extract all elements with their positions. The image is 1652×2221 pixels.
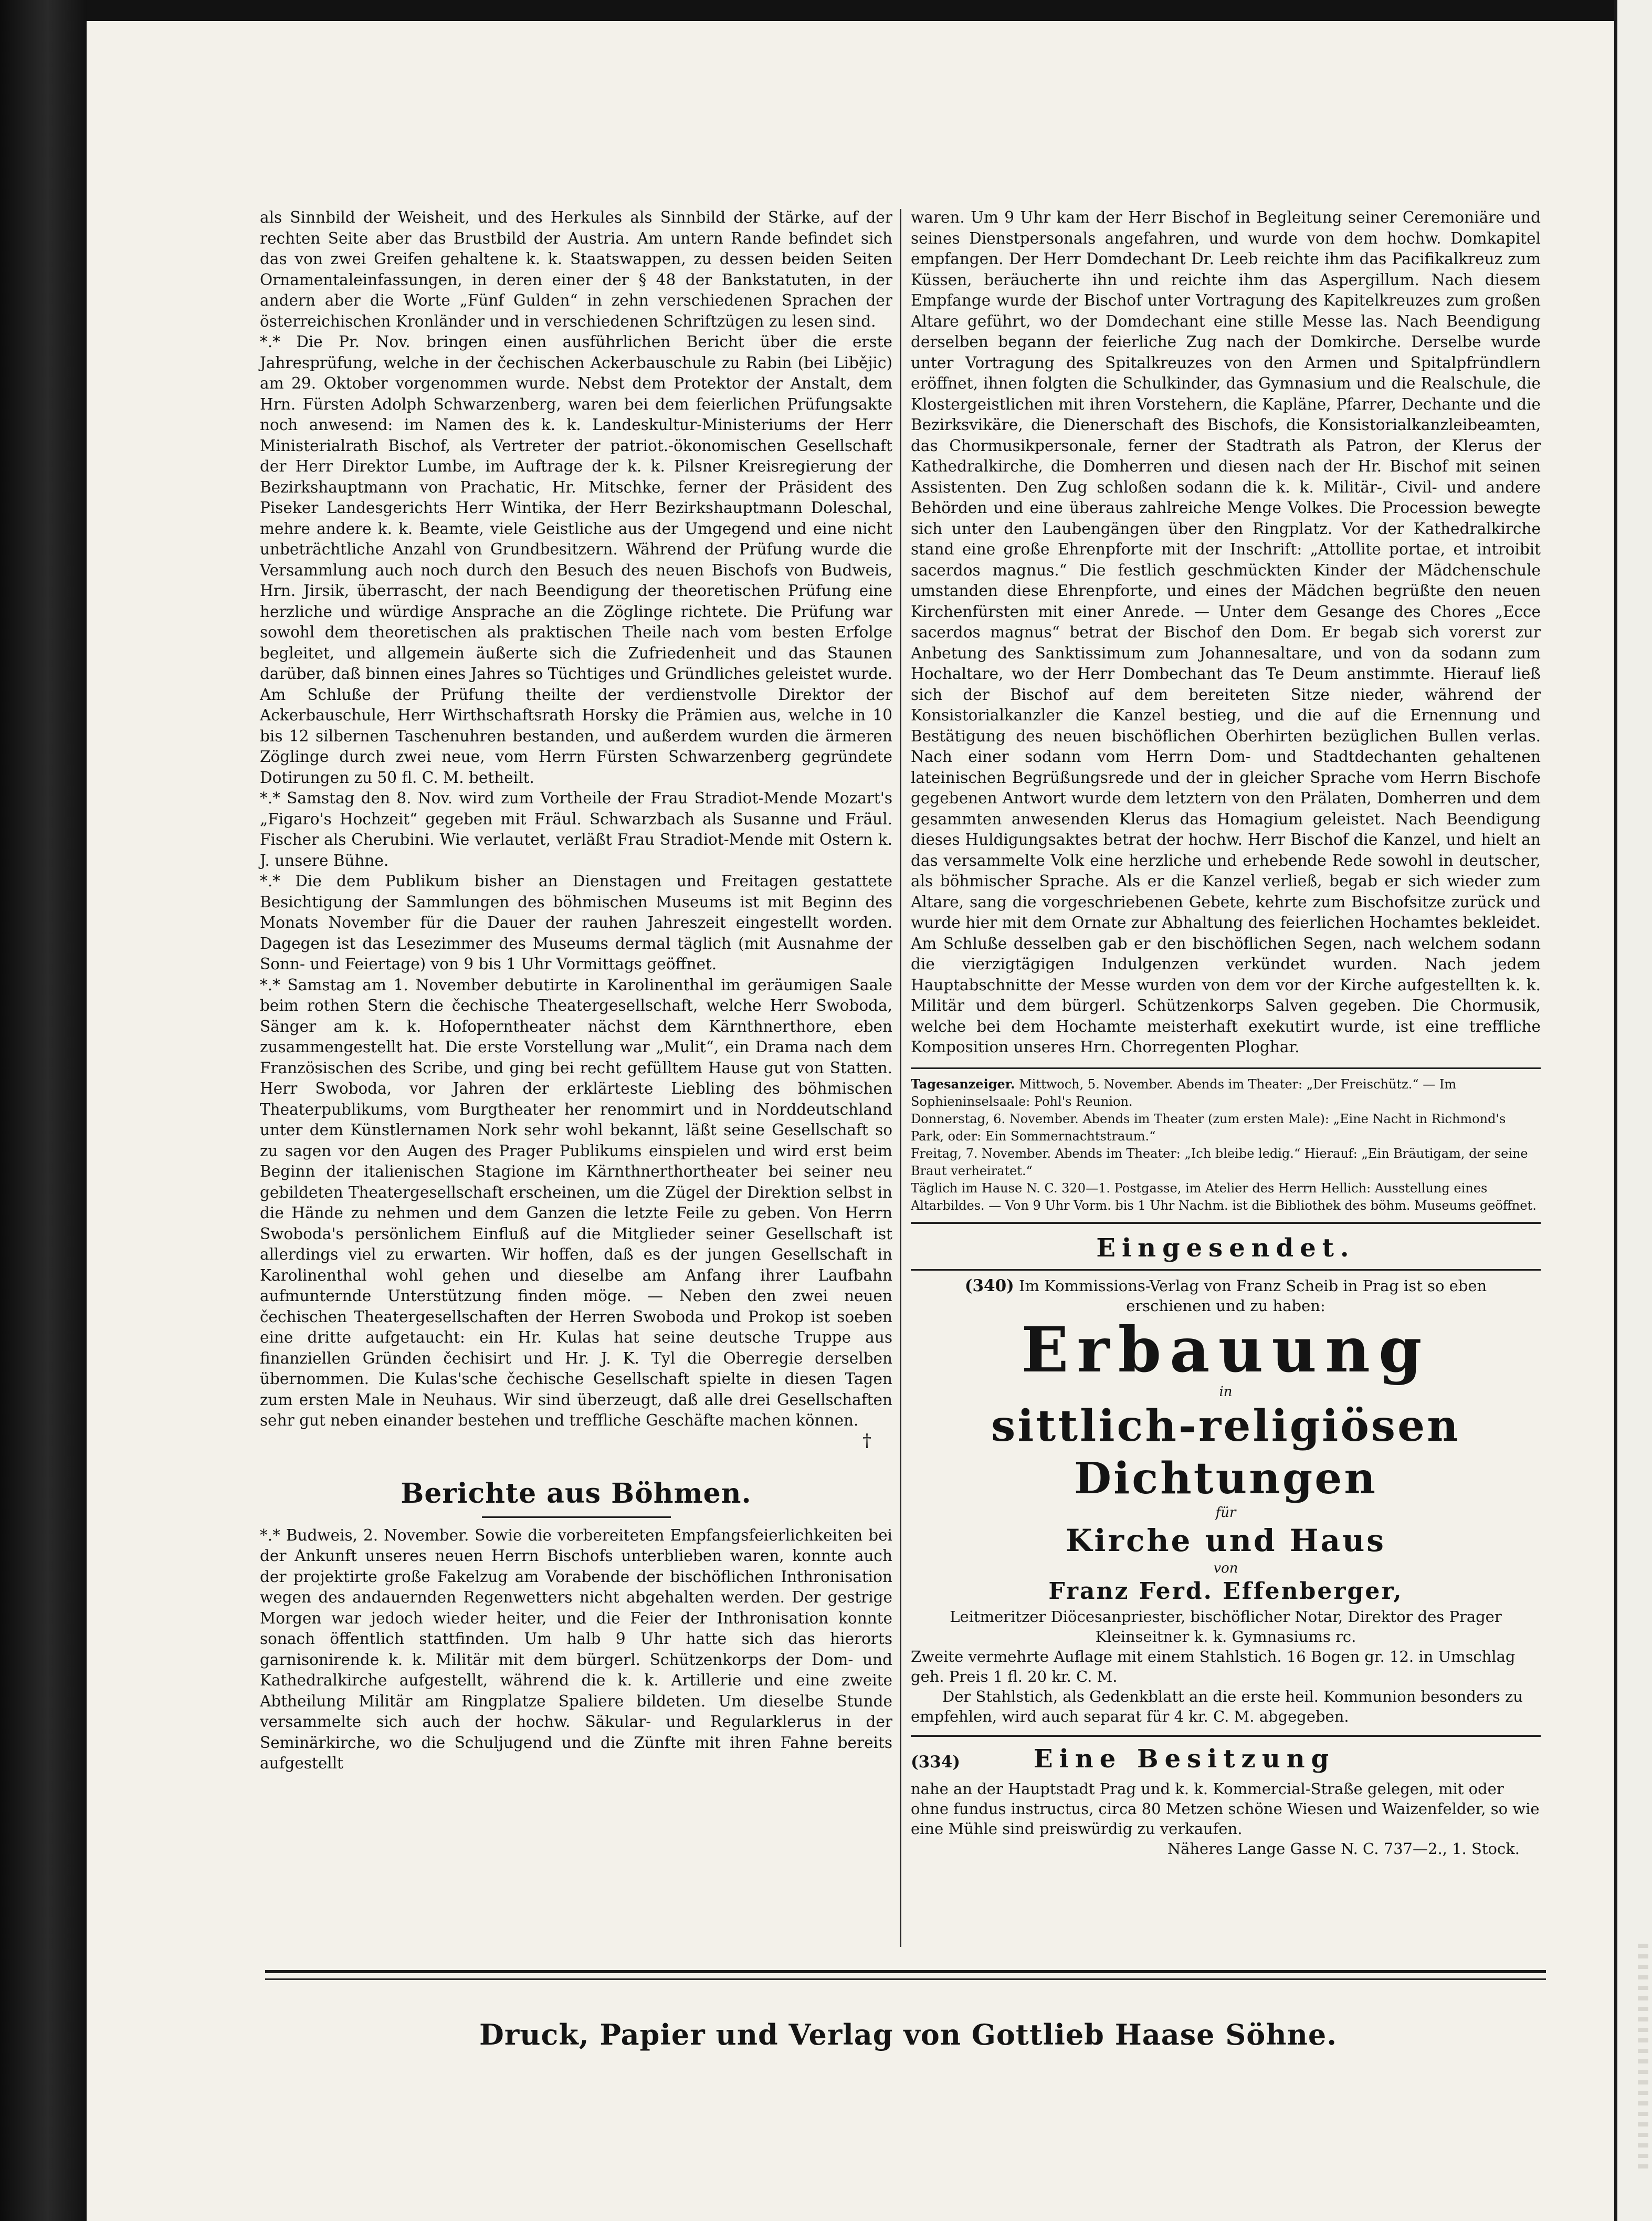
ad-note: Der Stahlstich, als Gedenkblatt an die erste heil. Kommunion besonders zu empfehlen, wird auch separat für 4 kr. C. M. abgegeben. — [911, 1687, 1523, 1725]
scan-edge-top — [87, 0, 1614, 21]
article-paragraph: *.* Die dem Publikum bisher an Dienstagen und Freitagen gestattete Besichtigung der Sammlungen des böhmischen Museums ist mit Beginn des Monats November für die Dauer der rauhen Jahreszeit eingestellt worden. Dagegen ist das Lesezimmer des Museums dermal täglich (mit Ausnahme der Sonn- und Feiertage) von 9 bis 1 Uhr Vormittags geöffnet. — [260, 872, 892, 973]
ad-edition: Zweite vermehrte Auflage mit einem Stahlstich. 16 Bogen gr. 12. in Umschlag geh. Preis 1 fl. 20 kr. C. M. — [911, 1647, 1516, 1685]
ad-conjunction: für — [1215, 1504, 1236, 1521]
article-paragraph: *.* Samstag am 1. November debutirte in Karolinenthal im geräumigen Saale beim rothen Stern die čechische Theatergesellschaft, welche Herr Swoboda, Sänger am k. k. Hofoperntheater nächst dem Kärnthnerthore, eben zusammengestellt hat. Die erste Vorstellung war „Mulit“, ein Drama nach dem Französischen des Scribe, und ging bei recht gefülltem Hause gut von Statten. Herr Swoboda, vor Jahren der erklärteste Liebling des böhmischen Theaterpublikums, vom Burgtheater her renommirt und in Norddeutschland unter dem Künstlernamen Nork sehr wohl bekannt, läßt seine Gesellschaft so zu sagen vor den Augen des Prager Publikums einspielen und wird erst beim Beginn der italienischen Stagione im Kärnthnerthortheater bei seiner neu gebildeten Theatergesellschaft erscheinen, um die Zügel der Direktion selbst in die Hände zu nehmen und dem Ganzen die letzte Feile zu geben. Von Herrn Swoboda's persönlichem Einfluß auf die Mitglieder seiner Gesellschaft ist allerdings viel zu erwarten. Wir hoffen, daß es der jungen Gesellschaft in Karolinenthal wohl gehen und dieselbe am Anfang ihrer Laufbahn aufmunternde Unterstützung finden möge. — Neben den zwei neuen čechischen Theatergesellschaften der Herren Swoboda und Prokop ist soeben eine dritte aufgetaucht: ein Hr. Kulas hat seine deutsche Truppe aus finanziellen Gründen čechisirt und Hr. J. K. Tyl die Oberregie derselben übernommen. Die Kulas'sche čechische Gesellschaft spielte in diesen Tagen zum ersten Male in Neuhaus. Wir sind überzeugt, daß alle drei Gesellschaften sehr gut neben einander bestehen und treffliche Geschäfte machen können. — [260, 976, 892, 1429]
eingesendet-heading: Eingesendet. — [1096, 1233, 1355, 1263]
ad2-text: nahe an der Hauptstadt Prag und k. k. Kommercial-Straße gelegen, mit oder ohne fundus instructus, circa 80 Metzen schöne Wiesen und Waizenfelder, so wie eine Mühle sind preiswürdig zu verkaufen. — [911, 1779, 1540, 1838]
budweis-report: *.* Budweis, 2. November. Sowie die vorbereiteten Empfangsfeierlichkeiten bei der Ankunft unseres neuen Herrn Bischofs unterblieben waren, konnte auch der projektirte große Fakelzug am Vorabende der bischöflichen Inthronisation wegen des andauernden Regenwetters nicht abgehalten werden. Der gestrige Morgen war jedoch wieder heiter, und die Feier der Inthronisation konnte sonach öffentlich stattfinden. Um halb 9 Uhr hatte sich das hierorts garnisonirende k. k. Militär mit dem bürgerl. Schützenkorps der Dom- und Kathedralkirche aufgestellt, während die k. k. Artillerie und eine zweite Abtheilung Militär am Ringplatze Spaliere bildeten. Um dieselbe Stunde versammelte sich auch der hochw. Säkular- und Regularklerus in der Seminärkirche, wo die Schuljugend und die Zünfte mit ihren Fahne bereits aufgestellt — [260, 1526, 892, 1772]
listing-item: Donnerstag, 6. November. Abends im Theater (zum ersten Male): „Eine Nacht in Richmond's Park, oder: Ein Sommernachtstraum.“ — [911, 1111, 1506, 1144]
advertisement-book — [911, 1276, 1541, 1726]
ad-conjunction: in — [1219, 1384, 1233, 1400]
ad2-headline: (334) Eine Besitzung — [911, 1744, 1335, 1774]
advertisement-property — [911, 1742, 1541, 1859]
ad-subtitle: sittlich-religiösen Dichtungen — [991, 1400, 1460, 1504]
section-title — [260, 1475, 892, 1518]
listing-rule — [911, 1067, 1541, 1069]
listing-item: Täglich im Hause N. C. 320—1. Postgasse, im Atelier des Herrn Hellich: Ausstellung eines Altarbildes. — Von 9 Uhr Vorm. bis 1 Uhr Nachm. ist die Bibliothek des böhm. Museums geöffnet. — [911, 1180, 1537, 1213]
listing-item: Tagesanzeiger. Mittwoch, 5. November. Abends im Theater: „Der Freischütz.“ — Im Sophieninselsaale: Pohl's Reunion. — [911, 1076, 1457, 1109]
right-column — [911, 207, 1541, 1859]
ad-intro: (340) Im Kommissions-Verlag von Franz Scheib in Prag ist so eben — [964, 1276, 1487, 1295]
ad-rule — [911, 1735, 1541, 1737]
scan-edge-right — [1614, 0, 1652, 2221]
listing-item: Freitag, 7. November. Abends im Theater: „Ich bleibe ledig.“ Hierauf: „Ein Bräutigam, der seine Braut verheiratet.“ — [911, 1146, 1528, 1178]
listing-label: Tagesanzeiger. — [911, 1076, 1015, 1092]
ad-intro-2: erschienen und zu haben: — [1126, 1296, 1325, 1315]
section-title-text: Berichte aus Böhmen. — [401, 1477, 752, 1510]
ad-subtitle-2: Kirche und Haus — [1066, 1522, 1386, 1558]
article-continuation: waren. Um 9 Uhr kam der Herr Bischof in Begleitung seiner Ceremoniäre und seines Dienstpersonals angefahren, und wurde von dem hochw. Domkapitel empfangen. Der Herr Domdechant Dr. Leeb reichte ihm das Pacifikalkreuz zum Küssen, beräucherte ihn und reichte ihm das Aspergillum. Nach diesem Empfange wurde der Bischof unter Vortragung des Kapitelkreuzes zum großen Altare geführt, wo der Domdechant eine stille Messe las. Nach Beendigung derselben begann der feierliche Zug nach der Domkirche. Derselbe wurde unter Vortragung des Spitalkreuzes von den Armen und Spitalpfründlern eröffnet, ihnen folgten die Schulkinder, das Gymnasium und die Realschule, die Klostergeistlichen mit ihren Vorstehern, die Kapläne, Pfarrer, Dechante und die Bezirksvikäre, die Dienerschaft des Bischofs, die Konsistorialkanzleibeamten, das Chormusikpersonale, ferner der Stadtrath als Patron, der Klerus der Kathedralkirche, die Domherren und diesen nach der Hr. Bischof mit seinen Assistenten. Den Zug schloßen sodann die k. k. Militär-, Civil- und andere Behörden und eine überaus zahlreiche Menge Volkes. Die Procession bewegte sich unter den Laubengängen über den Ringplatz. Vor der Kathedralkirche stand eine große Ehrenpforte mit der Inschrift: „Attollite portae, et introibit sacerdos magnus.“ Die festlich geschmückten Kinder der Mädchenschule umstanden diese Ehrenpforte, und eines der Mädchen begrüßte den neuen Kirchenfürsten mit einer Anrede. — Unter dem Gesange des Chores „Ecce sacerdos magnus“ betrat der Bischof den Dom. Er begab sich vorerst zur Anbetung des Sanktissimum zum Johannesaltare, und von da sodann zum Hochaltare, wo der Herr Dombechant das Te Deum anstimmte. Hierauf ließ sich der Bischof auf dem bereiteten Sitze nieder, während der Konsistorialkanzler die Kanzel bestieg, und die auf die Ernennung und Bestätigung des neuen bischöflichen Oberhirten bezüglichen Bullen verlas. Nach einer sodann vom Herrn Dom- und Stadtdechanten gehaltenen lateinischen Begrüßungsrede und der in gleicher Sprache vom Herrn Bischofe gegebenen Antwort wurde dem letztern von den Prälaten, Domherren und dem gesammten anwesenden Klerus das Homagium geleistet. Nach Beendigung dieses Huldigungsaktes betrat der hochw. Herr Bischof die Kanzel, und hielt an das versammelte Volk eine herzliche und erhebende Rede sowohl in deutscher, als böhmischer Sprache. Als er die Kanzel verließ, begab er sich wieder zum Altare, sang die vorgeschriebenen Gebete, kehrte zum Bischofsitze zurück und wurde hier mit dem Ornate zur Abhaltung des feierlichen Hochamtes bekleidet. Am Schluße desselben gab er den bischöflichen Segen, nach welchem sodann die vierzigtägigen Indulgenzen verkündet wurden. Nach jedem Hauptabschnitte der Messe wurden von dem vor der Kirche aufgestellten k. k. Militär und dem bürgerl. Schützenkorps Salven gegeben. Die Chormusik, welche bei dem Hochamte meisterhaft exekutirt wurde, ist eine treffliche Komposition unseres Hrn. Chorregenten Ploghar. — [911, 208, 1541, 1056]
ad-rule — [911, 1269, 1541, 1271]
ads-rule — [911, 1222, 1541, 1224]
ad-author-desc: Leitmeritzer Diöcesanpriester, bischöflicher Notar, Direktor des Prager Kleinseitner k. k. Gymnasiums rc. — [950, 1607, 1502, 1646]
ad2-contact: Näheres Lange Gasse N. C. 737—2., 1. Stock. — [1167, 1839, 1520, 1858]
article-paragraph: *.* Die Pr. Nov. bringen einen ausführlichen Bericht über die erste Jahresprüfung, welche in der čechischen Ackerbauschule zu Rabin (bei Libějic) am 29. Oktober vorgenommen wurde. Nebst dem Protektor der Anstalt, dem Hrn. Fürsten Adolph Schwarzenberg, waren bei dem feierlichen Prüfungsakte noch anwesend: im Namen des k. k. Landeskultur-Ministeriums der Herr Ministerialrath Bischof, als Vertreter der patriot.-ökonomischen Gesellschaft der Herr Direktor Lumbe, im Auftrage der k. k. Pilsner Kreisregierung der Bezirkshauptmann von Prachatic, Hr. Mitschke, ferner der Präsident des Piseker Landesgerichts Herr Wintika, der Herr Bezirkshauptmann Doleschal, mehre andere k. k. Beamte, viele Geistliche aus der Umgegend und eine nicht unbeträchtliche Anzahl von Grundbesitzern. Während der Prüfung wurde die Versammlung auch noch durch den Besuch des neuen Bischofs von Budweis, Hrn. Jirsik, überrascht, der nach Beendigung der theoretischen Prüfung eine herzliche und würdige Ansprache an die Zöglinge richtete. Die Prüfung war sowohl dem theoretischen als praktischen Theile nach vom besten Erfolge begleitet, und allgemein äußerte sich die Zufriedenheit und das Staunen darüber, daß binnen eines Jahres so Tüchtiges und Gründliches geleistet wurde. Am Schluße der Prüfung theilte der verdienstvolle Direktor der Ackerbauschule, Herr Wirthschaftsrath Horsky die Prämien aus, welche in 10 bis 12 silbernen Taschenuhren bestanden, und außerdem wurden die ärmeren Zöglinge durch zwei neue, vom Herrn Fürsten Schwarzenberg gegründete Dotirungen zu 50 fl. C. M. betheilt. — [260, 333, 892, 787]
tagesanzeiger — [911, 1075, 1541, 1214]
column-divider — [900, 209, 901, 1947]
publisher-imprint: Druck, Papier und Verlag von Gottlieb Haase Söhne. — [479, 2018, 1337, 2051]
end-mark: † — [862, 1430, 871, 1451]
ad-author: Franz Ferd. Effenberger, — [1048, 1577, 1403, 1605]
ad-number: (340) — [964, 1276, 1014, 1295]
article-paragraph: *.* Samstag den 8. Nov. wird zum Vortheile der Frau Stradiot-Mende Mozart's „Figaro's Hochzeit“ gegeben mit Fräul. Schwarzbach als Susanne und Fräul. Fischer als Cherubini. Wie verlautet, verläßt Frau Stradiot-Mende mit Ostern k. J. unsere Bühne. — [260, 789, 892, 869]
ad-headline: Erbauung — [1021, 1313, 1430, 1386]
left-column — [260, 207, 892, 1774]
ad-number: (334) — [911, 1752, 961, 1772]
footer-rule — [265, 1970, 1546, 1973]
scan-edge-left — [0, 0, 87, 2221]
bleed-through — [1638, 1943, 1648, 2168]
footer-rule-thin — [265, 1978, 1546, 1980]
section-rule — [482, 1516, 671, 1518]
article-paragraph: als Sinnbild der Weisheit, und des Herkules als Sinnbild der Stärke, auf der rechten Seite aber das Brustbild der Austria. Am untern Rande befindet sich das von zwei Greifen gehaltene k. k. Staatswappen, zu dessen beiden Seiten Ornamentaleinfassungen, in deren einer der § 48 der Bankstatuten, in der andern aber die Worte „Fünf Gulden“ in zehn verschiedenen Sprachen der österreichischen Kronländer und in verschiedenen Schriftzügen zu lesen sind. — [260, 208, 892, 330]
ad-conjunction: von — [1213, 1560, 1238, 1576]
